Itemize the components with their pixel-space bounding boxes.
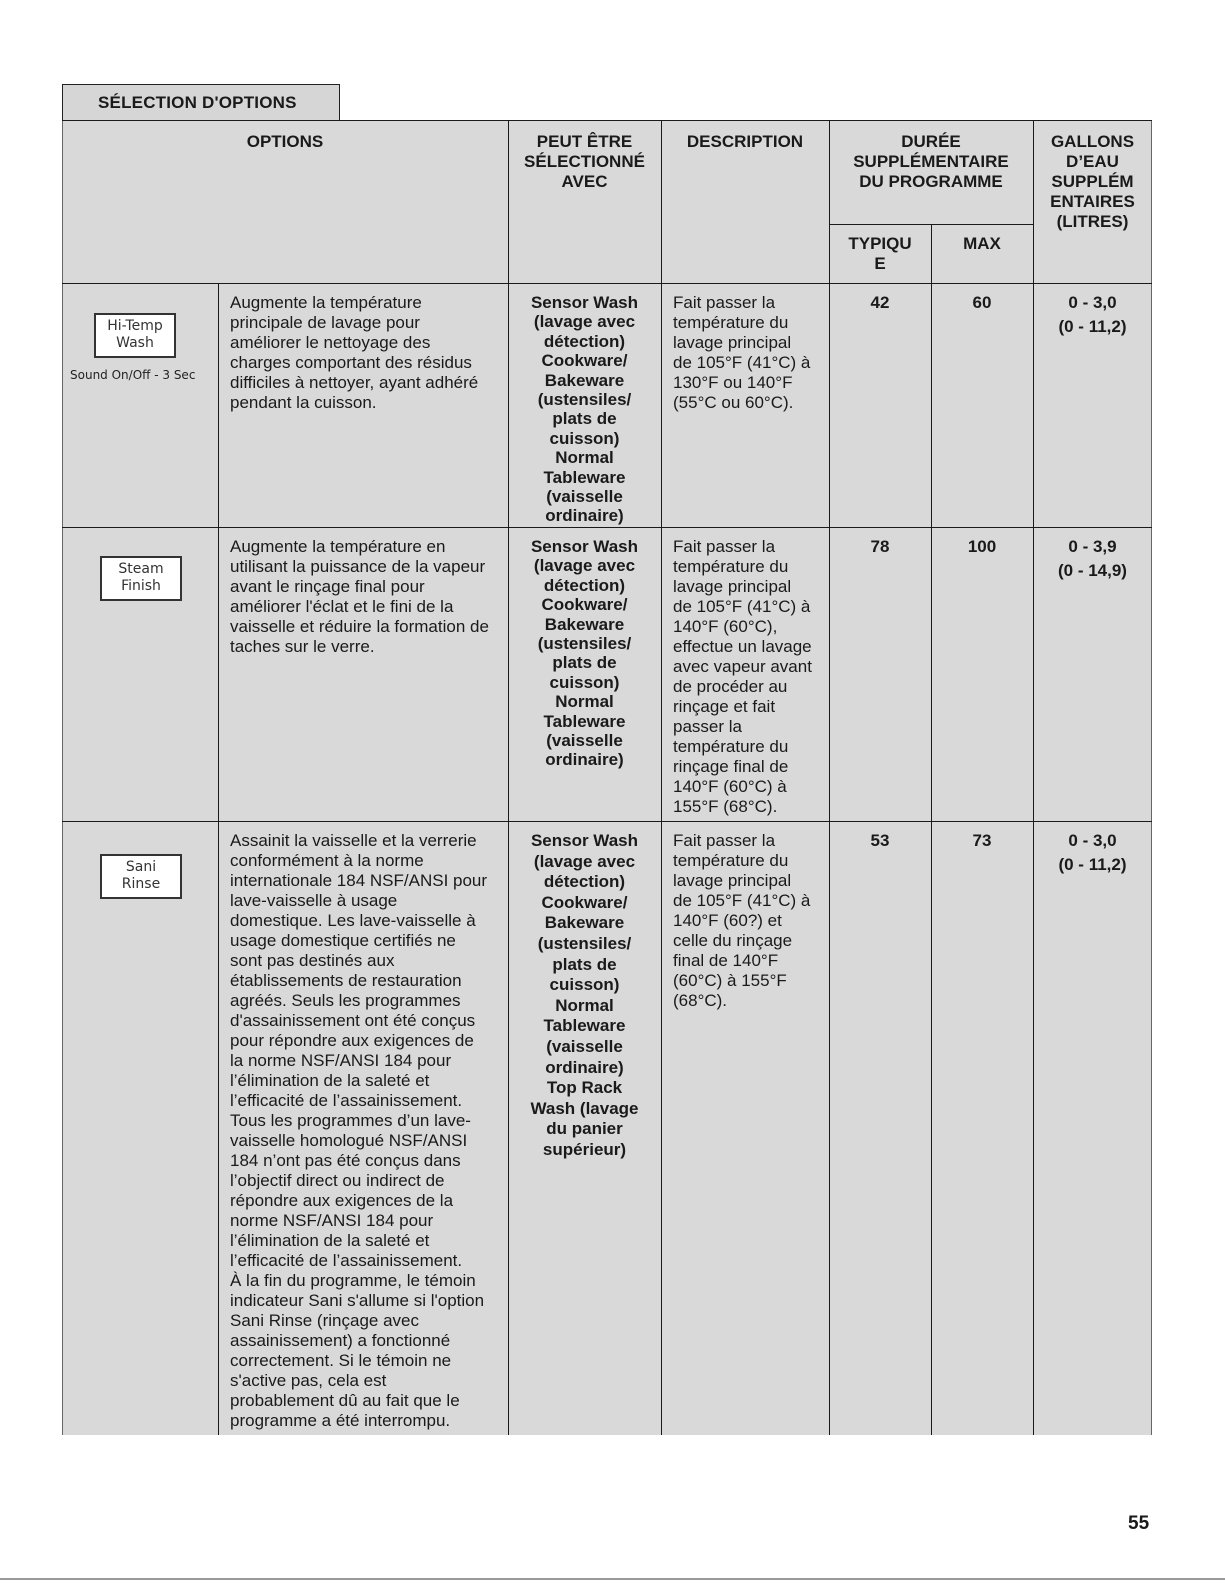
selectable-programs: Sensor Wash (lavage avec détection) Cookware/ Bakeware (ustensiles/ plats de cuisson) Normal Tableware (vaisselle ordinaire) Top Rack Wash (lavage du panier supérieur) xyxy=(530,831,639,1159)
row-divider xyxy=(62,821,1152,822)
description-text: Fait passer la température du lavage principal de 105°F (41°C) à 140°F (60?) et celle du rinçage final de 140°F (60°C) à 155°F (68°C). xyxy=(673,831,811,1010)
hi-temp-wash-button: Hi-Temp Wash xyxy=(94,313,176,358)
header-description: DESCRIPTION xyxy=(686,132,804,151)
row-divider xyxy=(62,283,1152,284)
max-time: 60 xyxy=(972,293,992,312)
header-selectable-with: PEUT ÊTRE SÉLECTIONNÉ AVEC xyxy=(524,132,645,191)
col-divider xyxy=(829,120,830,1435)
typical-time: 42 xyxy=(870,293,890,312)
section-tab-label: SÉLECTION D'OPTIONS xyxy=(98,93,297,112)
option-text: Augmente la température en utilisant la puissance de la vapeur avant le rinçage final pour améliorer l'éclat et le fini de la vaisselle et réduire la formation de taches sur le verre. xyxy=(230,537,489,656)
section-tab xyxy=(62,84,340,121)
col-divider xyxy=(661,120,662,1435)
sani-rinse-button: Sani Rinse xyxy=(100,854,182,899)
header-gallons: GALLONS D’EAU SUPPLÉM ENTAIRES (LITRES) xyxy=(1050,132,1135,231)
steam-finish-button: Steam Finish xyxy=(100,556,182,601)
extra-water: 0 - 3,9 (0 - 14,9) xyxy=(1058,537,1127,580)
option-text: Augmente la température principale de lavage pour améliorer le nettoyage des charges comportant des résidus difficiles à nettoyer, ayant adhéré pendant la cuisson. xyxy=(230,293,479,412)
selectable-programs: Sensor Wash (lavage avec détection) Cookware/ Bakeware (ustensiles/ plats de cuisson) Normal Tableware (vaisselle ordinaire) xyxy=(530,537,639,770)
max-time: 100 xyxy=(967,537,997,556)
header-options: OPTIONS xyxy=(246,132,324,151)
extra-water: 0 - 3,0 (0 - 11,2) xyxy=(1058,293,1127,336)
option-text: Assainit la vaisselle et la verrerie conformément à la norme internationale 184 NSF/ANSI pour lave-vaisselle à usage domestique. Les lave-vaisselle à usage domestique certifiés ne sont pas destinés aux établissements de restauration agréés. Seuls les programmes d'assainissement ont été conçus pour répondre aux exigences de la norme NSF/ANSI 184 pour l’élimination de la saleté et l’efficacité de l’assainissement. Tous les programmes d’un lave- vaisselle homologué NSF/ANSI 184 n’ont pas été conçus dans l’objectif direct ou indirect de répondre aux exigences de la norme NSF/ANSI 184 pour l’élimination de la saleté et l’efficacité de l’assainissement. À la fin du programme, le témoin indicateur Sani s'allume si l'option Sani Rinse (rinçage avec assainissement) a fonctionné correctement. Si le témoin ne s'active pas, cela est probablement dû au fait que le programme a été interrompu. xyxy=(230,831,488,1430)
sound-toggle-hint: Sound On/Off - 3 Sec xyxy=(70,368,196,382)
header-max: MAX xyxy=(963,234,1001,253)
row-divider xyxy=(62,527,1152,528)
typical-time: 53 xyxy=(870,831,890,850)
row-divider xyxy=(829,224,1033,225)
page-number: 55 xyxy=(1128,1513,1150,1534)
col-divider xyxy=(218,283,219,1435)
description-text: Fait passer la température du lavage principal de 105°F (41°C) à 140°F (60°C), effectue un lavage avec vapeur avant de procéder au rinçage et fait passer la température du rinçage final de 140°F (60°C) à 155°F (68°C). xyxy=(673,537,812,816)
row-divider xyxy=(62,120,1152,121)
typical-time: 78 xyxy=(870,537,890,556)
header-extra-time: DURÉE SUPPLÉMENTAIRE DU PROGRAMME xyxy=(853,132,1009,191)
header-typical: TYPIQU E xyxy=(848,234,912,273)
extra-water: 0 - 3,0 (0 - 11,2) xyxy=(1058,831,1127,874)
selectable-programs: Sensor Wash (lavage avec détection) Cookware/ Bakeware (ustensiles/ plats de cuisson) Normal Tableware (vaisselle ordinaire) xyxy=(530,293,639,526)
bottom-rule xyxy=(0,1578,1225,1580)
max-time: 73 xyxy=(972,831,992,850)
description-text: Fait passer la température du lavage principal de 105°F (41°C) à 130°F ou 140°F (55°C ou 60°C). xyxy=(673,293,811,412)
